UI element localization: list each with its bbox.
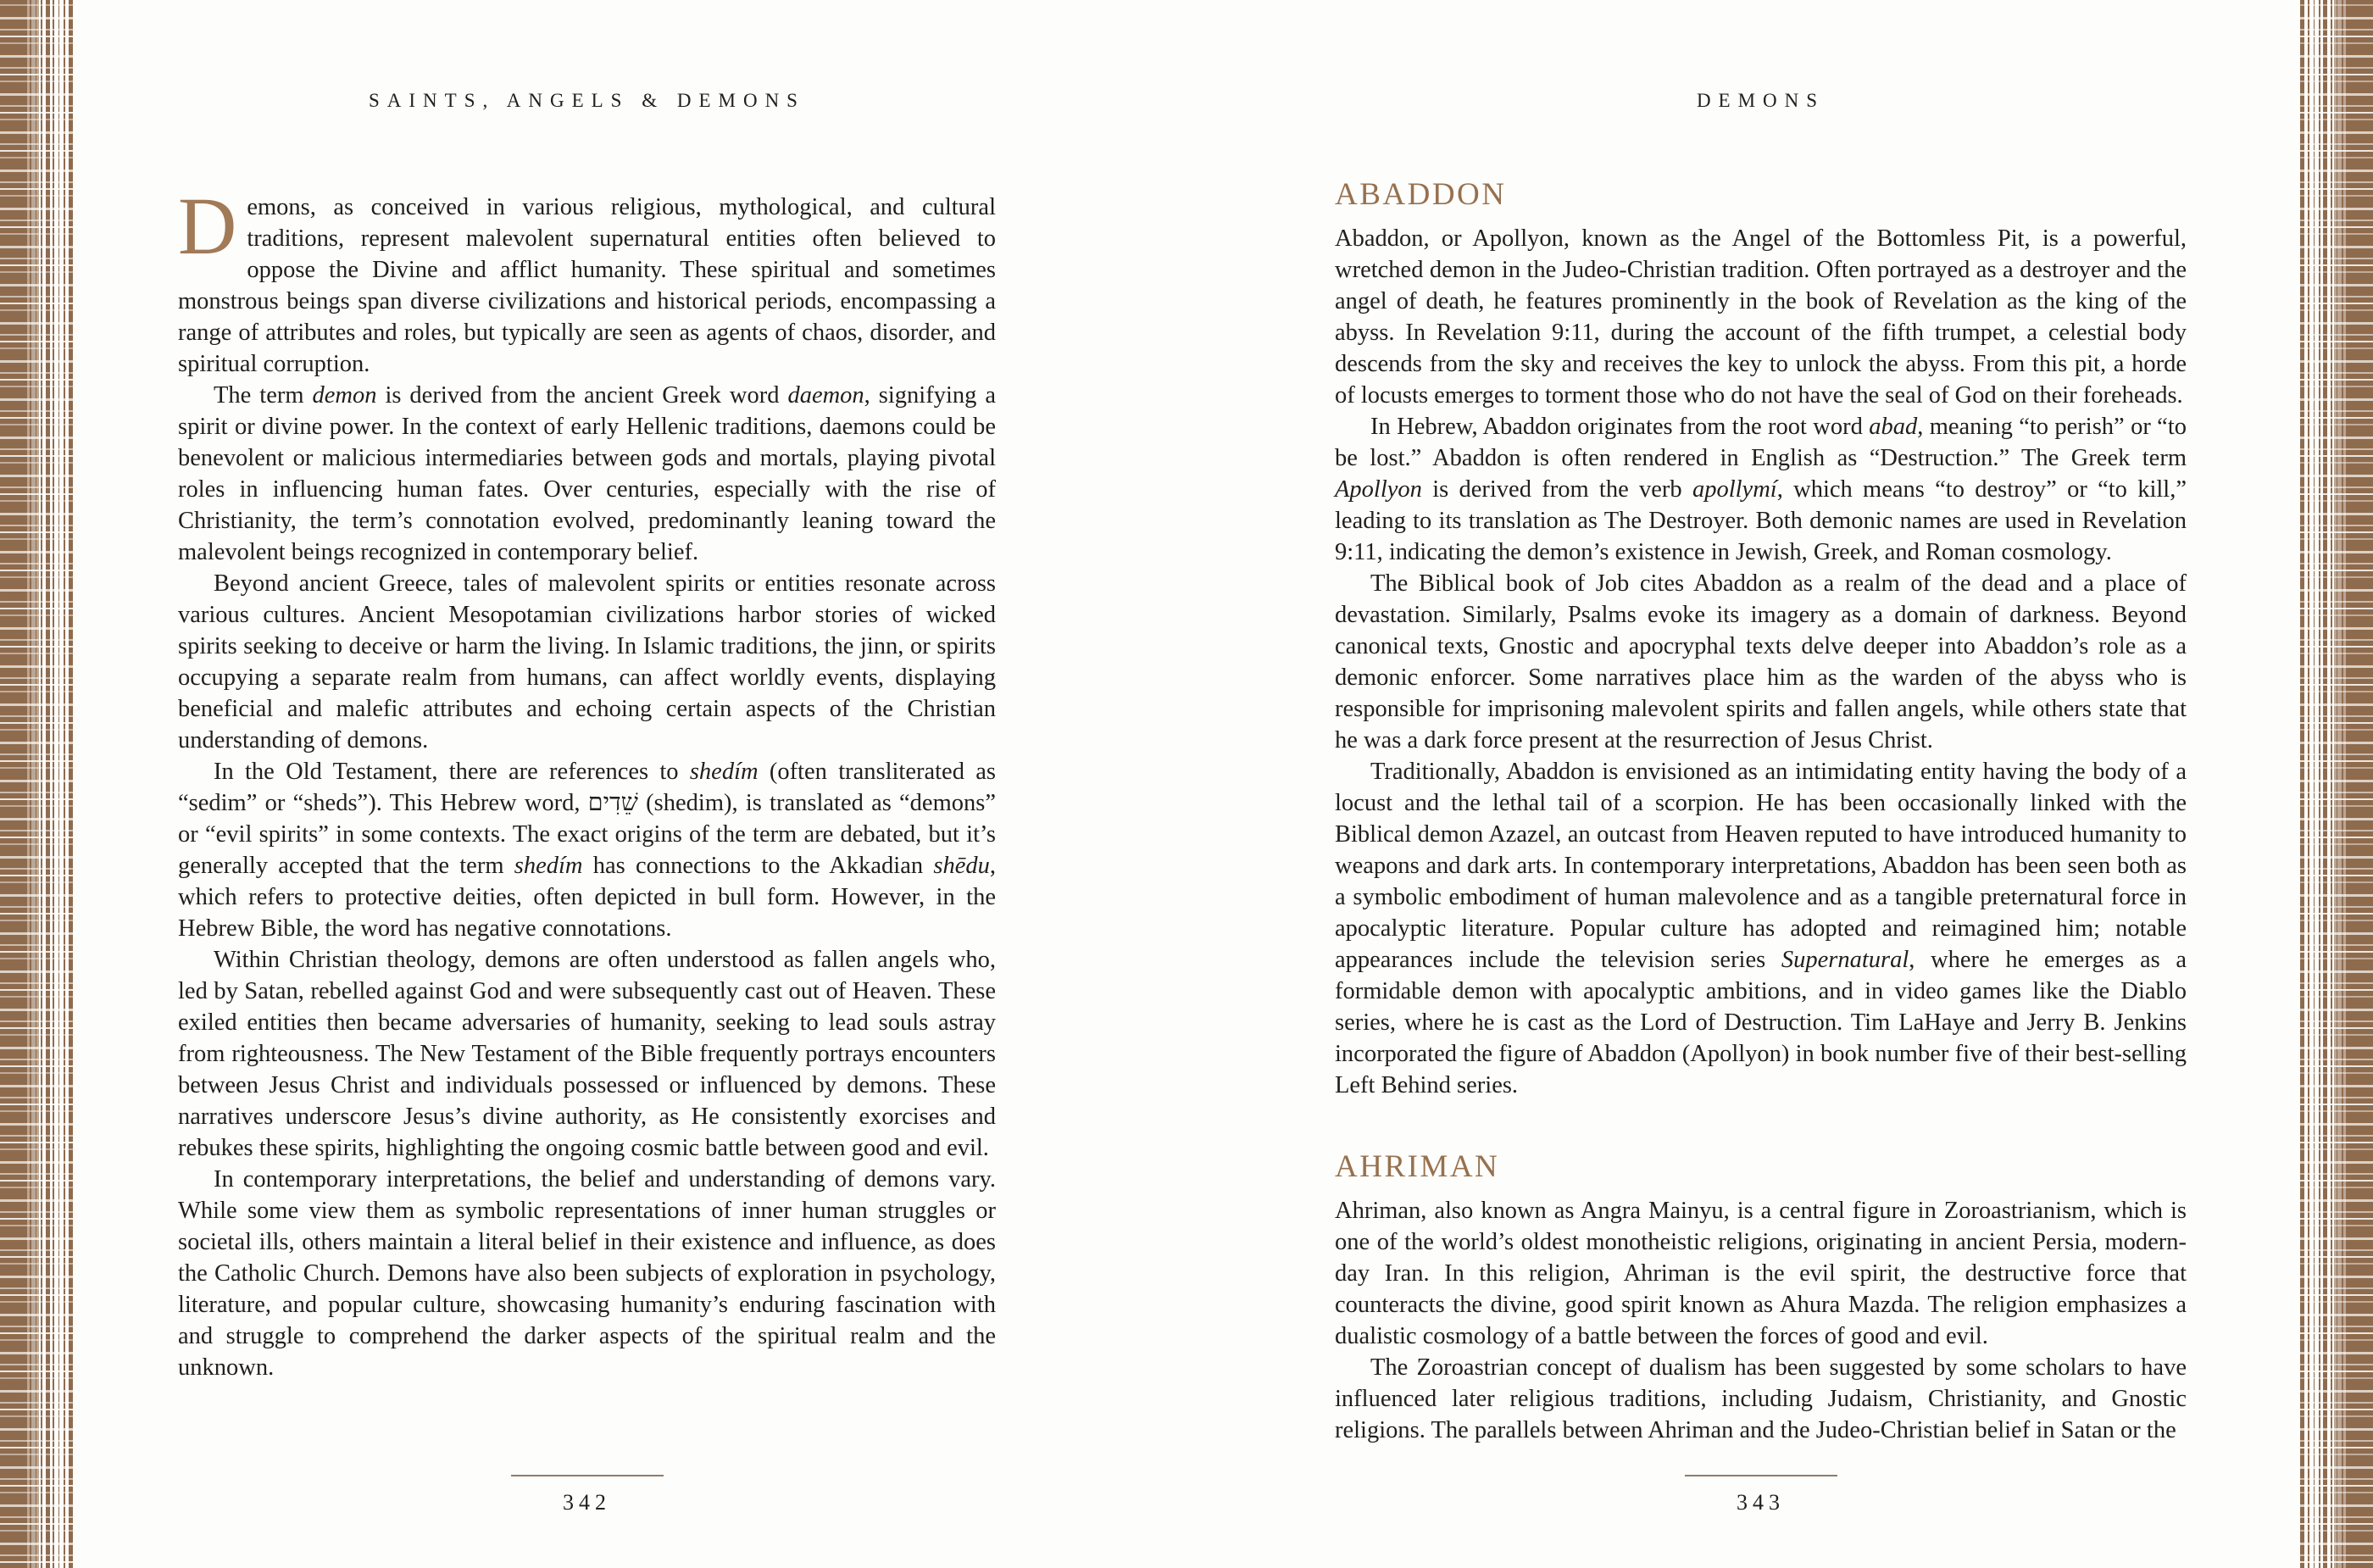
body-paragraph: Traditionally, Abaddon is envisioned as an intimidating entity having the body of a locust and the lethal tail of a scorpion. He has been occasionally linked with the Biblical demon Azazel, an outcast from Heaven reputed to have introduced humanity to weapons and dark arts. In contemporary interpretations, Abaddon has been seen both as a symbolic embodiment of human malevolence and as a tangible preternatural force in apocalyptic literature. Popular culture has adopted and reimagined him; notable appearances include the television series Supernatural, where he emerges as a formidable demon with apocalyptic ambitions, and in video games like the Diablo series, where he is cast as the Lord of Destruction. Tim LaHaye and Jerry B. Jenkins incorporated the figure of Abaddon (Apollyon) in book number five of their best-selling Left Behind series. (1335, 759, 2187, 1098)
body-paragraph: Beyond ancient Greece, tales of malevolent spirits or entities resonate across various cultures. Ancient Mesopotamian civilizations harbor stories of wicked spirits seeking to deceive or harm the living. In Islamic traditions, the jinn, or spirits occupying a separate realm from humans, can affect worldly events, displaying beneficial and malefic attributes and echoing certain aspects of the Christian understanding of demons. (178, 570, 996, 753)
footer-rule (511, 1475, 664, 1476)
body-paragraph: In the Old Testament, there are references to shedím (often transliterated as “sedim” or “sheds”). This Hebrew word, שֵׁדִים (shedim), is translated as “demons” or “evil spirits” in some contexts. The exact origins of the term are debated, but it’s generally accepted that the term shedím has connections to the Akkadian shēdu, which refers to protective deities, often depicted in bull form. However, in the Hebrew Bible, the word has negative connotations. (178, 759, 996, 942)
entry-heading-abaddon: ABADDON (1335, 177, 1507, 212)
left-page-footer (178, 1475, 996, 1515)
page-number-right: 343 (1737, 1490, 1785, 1515)
entry-heading-ahriman: AHRIMAN (1335, 1149, 1500, 1184)
body-paragraph: In Hebrew, Abaddon originates from the root word abad, meaning “to perish” or “to be lost.” Abaddon is often rendered in English as “Destruction.” The Greek term Apollyon is derived from the verb apollymí, which means “to destroy” or “to kill,” leading to its translation as The Destroyer. Both demonic names are used in Revelation 9:11, indicating the demon’s existence in Jewish, Greek, and Roman cosmology. (1335, 414, 2187, 565)
left-page-text-column (178, 181, 996, 1383)
right-page-footer (1335, 1475, 2187, 1515)
body-paragraph: In contemporary interpretations, the belief and understanding of demons vary. While some view them as symbolic representations of inner human struggles or societal ills, others maintain a literal belief in their existence and influence, as does the Catholic Church. Demons have also been subjects of exploration in psychology, literature, and popular culture, showcasing humanity’s enduring fascination with and struggle to comprehend the darker aspects of the spiritual realm and the unknown. (178, 1166, 996, 1381)
page-number-left: 342 (563, 1490, 611, 1515)
body-paragraph: Within Christian theology, demons are often understood as fallen angels who, led by Satan, rebelled against God and were subsequently cast out of Heaven. These exiled entities then became adversaries of humanity, seeking to lead souls astray from righteousness. The New Testament of the Bible frequently portrays encounters between Jesus Christ and individuals possessed or influenced by demons. These narratives underscore Jesus’s divine authority, as He consistently exorcises and rebukes these spirits, highlighting the ongoing cosmic battle between good and evil. (178, 947, 996, 1161)
ornamental-border-right (2300, 0, 2373, 1568)
ornamental-border-left (0, 0, 73, 1568)
entry-section-abaddon (1335, 176, 2187, 1101)
intro-paragraph-text: emons, as conceived in various religious, mythological, and cultural traditions, represent malevolent supernatural entities often believed to oppose the Divine and afflict humanity. These spiritual and sometimes monstrous beings span diverse civilizations and historical periods, encompassing a range of attributes and roles, but typically are seen as agents of chaos, disorder, and spiritual corruption. (178, 194, 996, 377)
intro-paragraph (178, 181, 996, 380)
body-paragraph: The term demon is derived from the ancient Greek word daemon, signifying a spirit or divine power. In the context of early Hellenic traditions, daemons could be benevolent or malicious intermediaries between gods and mortals, playing pivotal roles in influencing human fates. Over centuries, especially with the rise of Christianity, the term’s connotation evolved, predominantly leaning toward the malevolent beings recognized in contemporary belief. (178, 382, 996, 565)
body-paragraph: The Biblical book of Job cites Abaddon as a realm of the dead and a place of devastation. Similarly, Psalms evoke its imagery as a domain of darkness. Beyond canonical texts, Gnostic and apocryphal texts delve deeper into Abaddon’s role as a demonic enforcer. Some narratives place him as the warden of the abyss who is responsible for imprisoning malevolent spirits and fallen angels, while others state that he was a dark force present at the resurrection of Jesus Christ. (1335, 570, 2187, 753)
entry-section-ahriman (1335, 1148, 2187, 1446)
running-head-right: DEMONS (1696, 90, 1826, 111)
right-page-text-column (1335, 176, 2187, 1446)
body-paragraph: Abaddon, or Apollyon, known as the Angel of the Bottomless Pit, is a powerful, wretched demon in the Judeo-Christian tradition. Often portrayed as a destroyer and the angel of death, he features prominently in the book of Revelation as the king of the abyss. In Revelation 9:11, during the account of the fifth trumpet, a celestial body descends from the sky and receives the key to unlock the abyss. From this pit, a horde of locusts emerges to torment those who do not have the seal of God on their foreheads. (1335, 225, 2187, 409)
drop-cap-letter: D (178, 181, 237, 271)
body-paragraph: Ahriman, also known as Angra Mainyu, is a central figure in Zoroastrianism, which is one of the world’s oldest monotheistic religions, originating in ancient Persia, modern-day Iran. In this religion, Ahriman is the evil spirit, the destructive force that counteracts the divine, good spirit known as Ahura Mazda. The religion emphasizes a dualistic cosmology of a battle between the forces of good and evil. (1335, 1198, 2187, 1349)
footer-rule (1685, 1475, 1837, 1476)
body-paragraph: The Zoroastrian concept of dualism has been suggested by some scholars to have influenced later religious traditions, including Judaism, Christianity, and Gnostic religions. The parallels between Ahriman and the Judeo-Christian belief in Satan or the (1335, 1354, 2187, 1443)
running-head-left: SAINTS, ANGELS & DEMONS (369, 90, 805, 111)
